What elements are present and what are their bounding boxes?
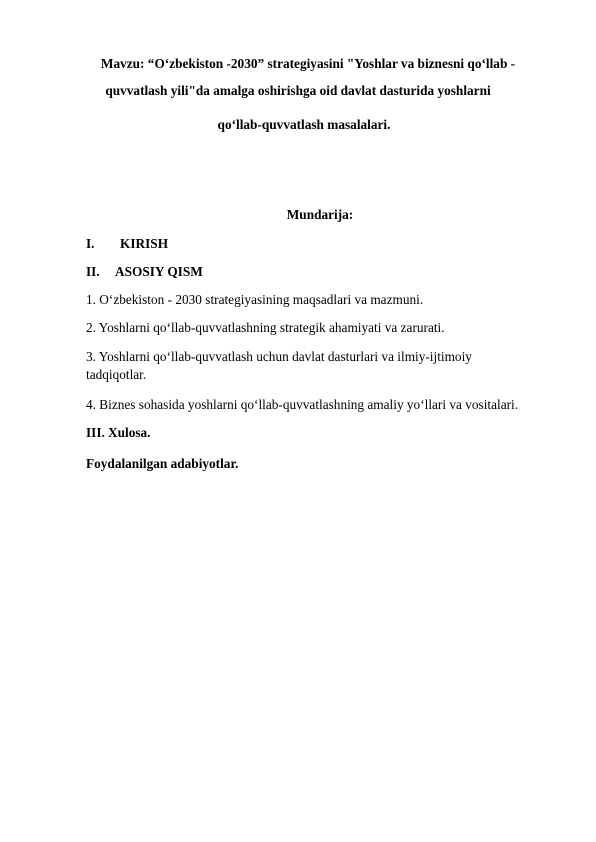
toc-item-4: 4. Biznes sohasida yoshlarni qo‘llab-quvvatlashning amaliy yo‘llari va vositalari.: [86, 397, 519, 412]
toc-numeral: II.: [86, 264, 100, 279]
toc-item-1: 1. O‘zbekiston - 2030 strategiyasining maqsadlari va mazmuni.: [86, 292, 424, 307]
toc-references: Foydalanilgan adabiyotlar.: [86, 456, 239, 471]
contents-heading: Mundarija:: [286, 207, 354, 222]
toc-section-conclusion: [86, 425, 151, 441]
toc-label: ASOSIY QISM: [115, 264, 203, 279]
toc-item-2: 2. Yoshlarni qo‘llab-quvvatlashning strategik ahamiyati va zarurati.: [86, 320, 445, 335]
toc-label: KIRISH: [120, 236, 169, 251]
toc-section-intro: [86, 236, 168, 252]
toc-numeral: I.: [86, 236, 95, 251]
title-line-3: qo‘llab-quvvatlash masalalari.: [217, 117, 391, 132]
title-line-2: quvvatlash yili"da amalga oshirishga oid davlat dasturida yoshlarni: [105, 83, 491, 98]
toc-item-3-continued: tadqiqotlar.: [86, 367, 147, 382]
toc-label: Xulosa.: [108, 425, 151, 440]
title-line-1: Mavzu: “O‘zbekiston -2030” strategiyasini "Yoshlar va biznesni qo‘llab -: [100, 56, 516, 71]
toc-numeral: III.: [86, 425, 105, 440]
toc-section-main: [86, 264, 203, 280]
toc-item-3: 3. Yoshlarni qo‘llab-quvvatlash uchun davlat dasturlari va ilmiy-ijtimoiy: [86, 349, 472, 364]
